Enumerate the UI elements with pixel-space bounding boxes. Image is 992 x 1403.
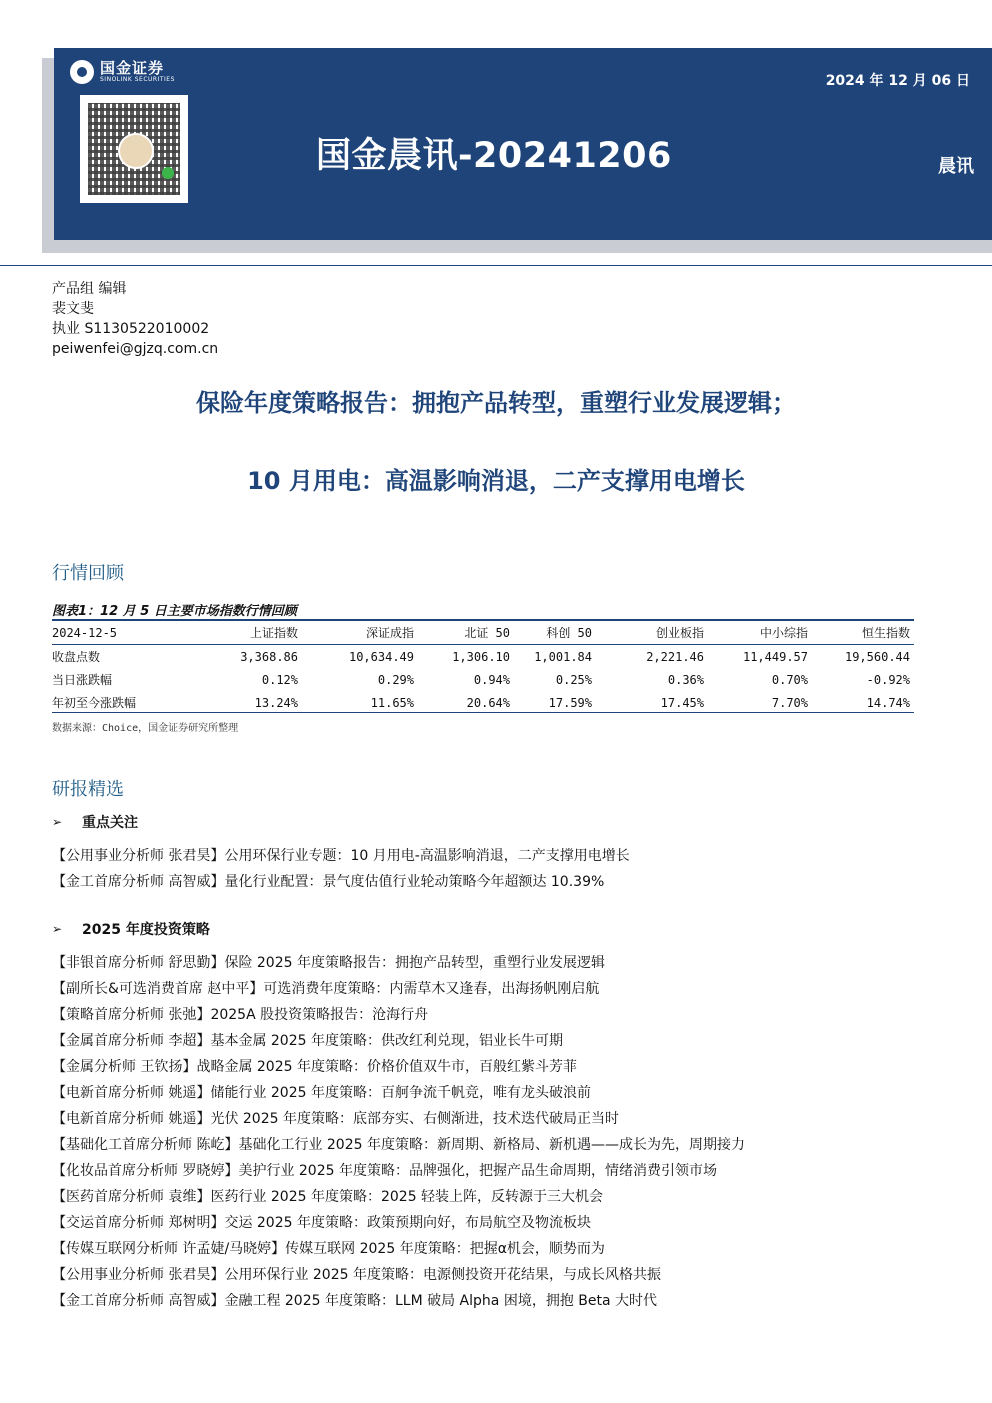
subsection-2025-strategy xyxy=(52,919,210,939)
list-item[interactable]: 【公用事业分析师 张君昊】公用环保行业 2025 年度策略：电源侧投资开花结果，与成长风格共振 xyxy=(52,1267,661,1283)
list-item[interactable]: 【电新首席分析师 姚遥】储能行业 2025 年度策略：百舸争流千帆竞，唯有龙头破浪前 xyxy=(52,1085,591,1101)
table-cell: 收盘点数 xyxy=(52,650,101,664)
list-item[interactable]: 【传媒互联网分析师 许孟婕/马晓婷】传媒互联网 2025 年度策略：把握α机会，顺势而为 xyxy=(52,1241,605,1257)
section-title-research: 研报精选 xyxy=(52,779,124,800)
list-item[interactable]: 【化妆品首席分析师 罗晓婷】美护行业 2025 年度策略：品牌强化，把握产品生命周期，情绪消费引领市场 xyxy=(52,1163,717,1179)
table-bottom-rule xyxy=(52,712,914,713)
list-item[interactable]: 【电新首席分析师 姚遥】光伏 2025 年度策略：底部夯实、右侧渐进，技术迭代破局正当时 xyxy=(52,1111,619,1127)
arrow-bullet-icon: ➢ xyxy=(52,815,63,829)
list-item[interactable]: 【非银首席分析师 舒思勤】保险 2025 年度策略报告：拥抱产品转型，重塑行业发展逻辑 xyxy=(52,955,605,971)
table-cell: 11.65% xyxy=(370,695,414,710)
qr-code-icon xyxy=(80,95,188,203)
headline-1: 保险年度策略报告：拥抱产品转型，重塑行业发展逻辑； xyxy=(196,389,796,417)
company-logo xyxy=(70,60,175,84)
table-cell: 0.36% xyxy=(667,672,704,687)
list-item[interactable]: 【副所长&可选消费首席 赵中平】可选消费年度策略：内需草木又逢春，出海扬帆刚启航 xyxy=(52,981,600,997)
author-name: 裴文斐 xyxy=(52,301,94,317)
table-title: 图表1：12 月 5 日主要市场指数行情回顾 xyxy=(52,604,297,619)
table-cell: 3,368.86 xyxy=(240,649,298,664)
list-item[interactable]: 【基础化工首席分析师 陈屹】基础化工行业 2025 年度策略：新周期、新格局、新机遇——成长为先，周期接力 xyxy=(52,1137,745,1153)
table-row xyxy=(52,645,914,669)
strategy-report-list xyxy=(52,950,745,1314)
table-cell: 10,634.49 xyxy=(348,649,414,664)
table-cell: 7.70% xyxy=(771,695,808,710)
list-item[interactable]: 【策略首席分析师 张弛】2025A 股投资策略报告：沧海行舟 xyxy=(52,1007,429,1023)
header-divider xyxy=(0,265,992,266)
key-focus-list xyxy=(52,843,630,895)
table-cell: 11,449.57 xyxy=(742,649,808,664)
table-header-cell: 恒生指数 xyxy=(812,621,914,645)
table-header-cell: 深证成指 xyxy=(302,621,418,645)
table-cell: 年初至今涨跌幅 xyxy=(52,696,137,710)
table-header-cell: 2024-12-5 xyxy=(52,621,202,645)
table-header-cell: 科创 50 xyxy=(514,621,596,645)
table-cell: 17.59% xyxy=(548,695,592,710)
list-item[interactable]: 【金工首席分析师 高智威】金融工程 2025 年度策略：LLM 破局 Alpha 困境，拥抱 Beta 大时代 xyxy=(52,1293,657,1309)
table-header-cell: 北证 50 xyxy=(418,621,514,645)
list-item[interactable]: 【医药首席分析师 袁维】医药行业 2025 年度策略：2025 轻装上阵，反转源于三大机会 xyxy=(52,1189,604,1205)
table-row xyxy=(52,691,914,714)
author-license: 执业 S1130522010002 xyxy=(52,321,210,337)
list-item[interactable]: 【公用事业分析师 张君昊】公用环保行业专题：10 月用电-高温影响消退，二产支撑用电增长 xyxy=(52,848,630,864)
report-date: 2024 年 12 月 06 日 xyxy=(825,73,970,89)
table-cell: 0.94% xyxy=(473,672,510,687)
table-cell: 17.45% xyxy=(660,695,704,710)
list-item[interactable]: 【金属分析师 王钦扬】战略金属 2025 年度策略：价格价值双牛市，百般红紫斗芳菲 xyxy=(52,1059,577,1075)
table-cell: 13.24% xyxy=(254,695,298,710)
table-header-cell: 创业板指 xyxy=(596,621,708,645)
table-cell: 0.12% xyxy=(261,672,298,687)
table-header-cell: 上证指数 xyxy=(202,621,302,645)
headline-2: 10 月用电：高温影响消退，二产支撑用电增长 xyxy=(247,467,745,495)
market-index-table xyxy=(52,621,914,714)
report-type-tag: 晨讯 xyxy=(938,156,974,177)
subsection-key-focus xyxy=(52,812,138,832)
table-cell: 20.64% xyxy=(466,695,510,710)
table-cell: 19,560.44 xyxy=(844,649,910,664)
table-cell: 1,306.10 xyxy=(452,649,510,664)
logo-name-en: SINOLINK SECURITIES xyxy=(100,76,175,83)
list-item[interactable]: 【交运首席分析师 郑树明】交运 2025 年度策略：政策预期向好，布局航空及物流板块 xyxy=(52,1215,591,1231)
table-cell: 0.25% xyxy=(555,672,592,687)
subsection-title: 重点关注 xyxy=(82,815,138,831)
table-source-note: 数据来源：Choice，国金证券研究所整理 xyxy=(52,723,239,734)
report-title: 国金晨讯-20241206 xyxy=(316,136,672,176)
list-item[interactable]: 【金属首席分析师 李超】基本金属 2025 年度策略：供改红利兑现，铝业长牛可期 xyxy=(52,1033,563,1049)
table-cell: 2,221.46 xyxy=(646,649,704,664)
logo-mark-icon xyxy=(70,60,94,84)
table-header-row xyxy=(52,621,914,645)
table-header-cell: 中小综指 xyxy=(708,621,812,645)
table-cell: 1,001.84 xyxy=(534,649,592,664)
table-cell: 0.70% xyxy=(771,672,808,687)
list-item[interactable]: 【金工首席分析师 高智威】量化行业配置：景气度估值行业轮动策略今年超额达 10.39% xyxy=(52,874,605,890)
arrow-bullet-icon: ➢ xyxy=(52,922,63,936)
section-title-market: 行情回顾 xyxy=(52,563,124,584)
subsection-title: 2025 年度投资策略 xyxy=(82,922,210,938)
table-cell: -0.92% xyxy=(866,672,910,687)
table-row xyxy=(52,668,914,691)
logo-name-cn: 国金证券 xyxy=(100,59,165,77)
table-cell: 14.74% xyxy=(866,695,910,710)
table-cell: 0.29% xyxy=(377,672,414,687)
author-block xyxy=(52,279,218,359)
author-email[interactable]: peiwenfei@gjzq.com.cn xyxy=(52,341,219,357)
table-cell: 当日涨跌幅 xyxy=(52,673,113,687)
author-role: 产品组 编辑 xyxy=(52,281,127,297)
